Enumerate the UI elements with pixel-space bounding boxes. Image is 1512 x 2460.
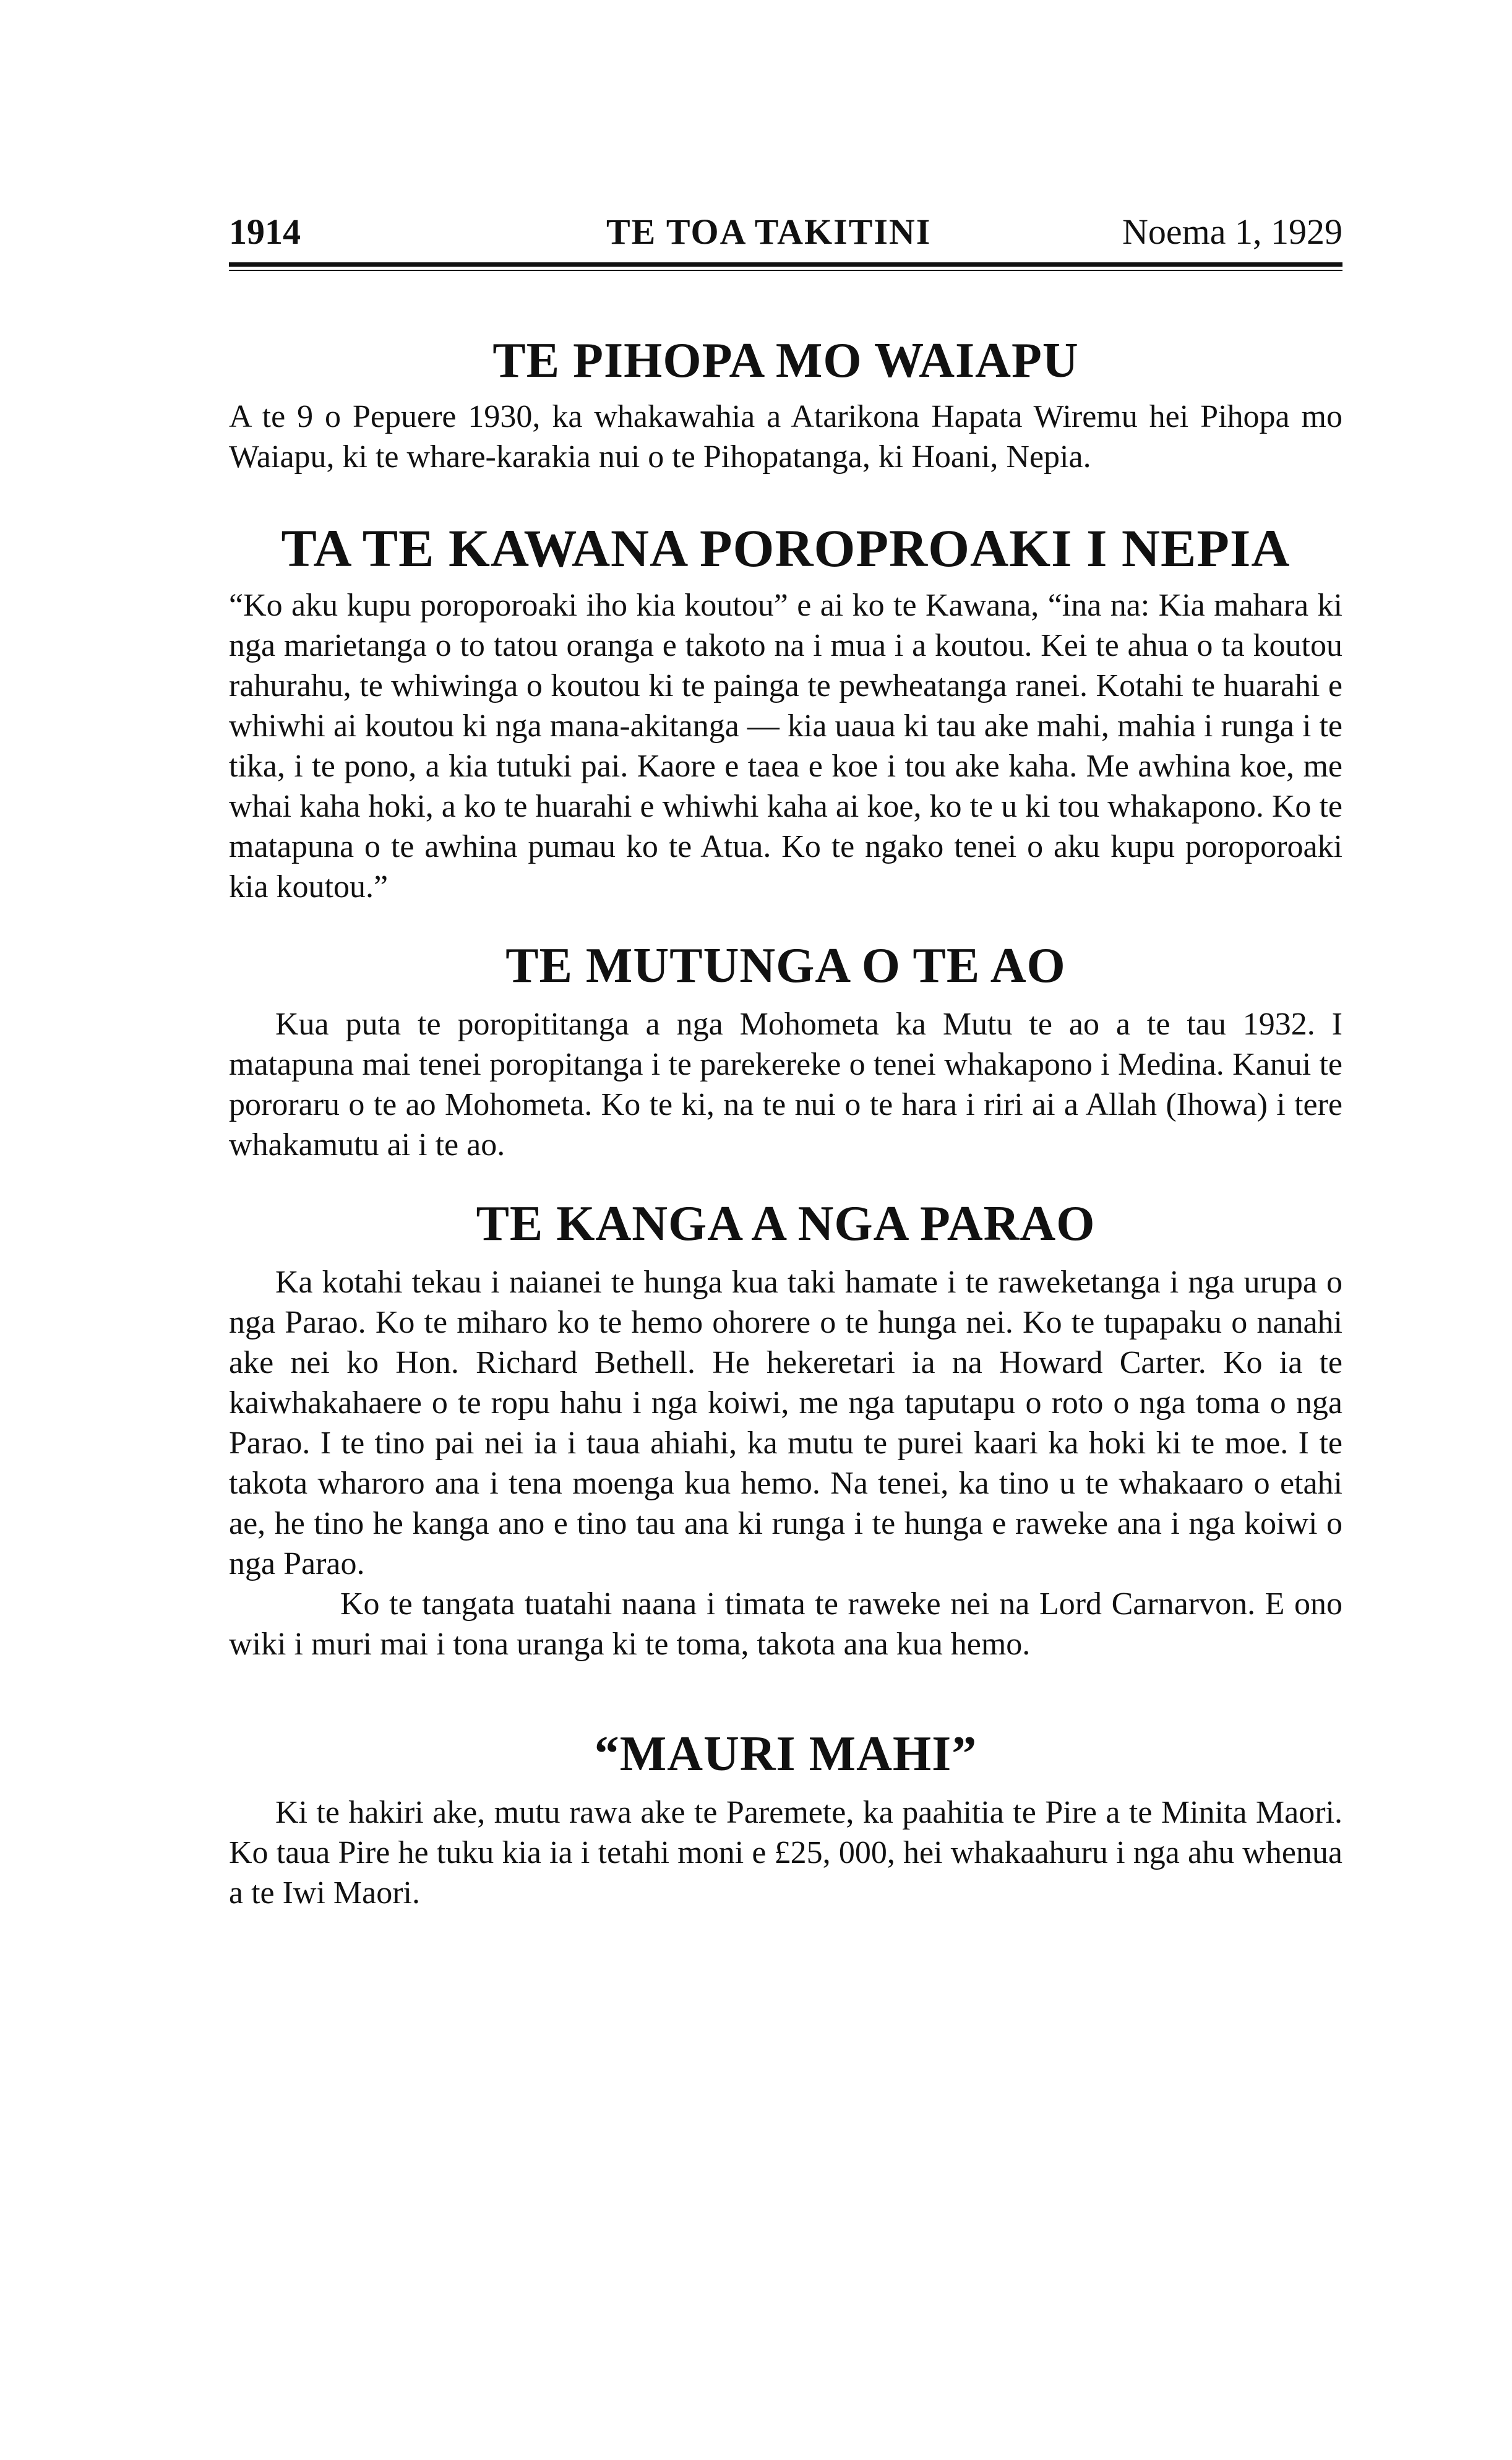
header-rule-thick	[229, 262, 1342, 267]
article-title-kawana: TA TE KAWANA POROPROAKI I NEPIA	[281, 518, 1291, 578]
journal-title: TE TOA TAKITINI	[606, 212, 932, 252]
article-paragraph: Kua puta te poropititanga a nga Mohometa ka Mutu te ao a te tau 1932. I matapuna mai tenei poropitanga i te parekereke o tenei whakapono i Medina. Kanui te pororaru o te ao Mohometa. Ko te ki, na te nui o te hara i riri ai a Allah (Ihowa) i tere whakamutu ai i te ao.	[229, 1007, 1342, 1163]
running-head	[229, 204, 1342, 260]
article-paragraph: Ka kotahi tekau i naianei te hunga kua taki hamate i te raweketanga i nga urupa o nga Parao. Ko te miharo ko te hemo ohorere o te hunga nei. Ko te tupapaku o nanahi ake nei ko Hon. Richard Bethell. He hekeretari ia na Howard Carter. Ko ia te kaiwhakahaere o te ropu hahu i nga koiwi, me nga taputapu o roto o nga toma o nga Parao. I te tino pai nei ia i taua ahiahi, ka mutu te purei kaari ka hoki ki te moe. I te takota wharoro ana i tena moenga kua hemo. Na tenei, ka tino u te whakaaro o etahi ae, he tino he kanga ano e tino tau ana ki runga i te hunga e raweke ana i nga koiwi o nga Parao.	[229, 1265, 1342, 1581]
article-paragraph: “Ko aku kupu poroporoaki iho kia koutou” e ai ko te Kawana, “ina na: Kia mahara ki nga marietanga o to tatou oranga e takoto na i mua i a koutou. Kei te ahua o ta koutou rahurahu, te whiwinga o koutou ki te painga te pewheatanga ranei. Kotahi te huarahi e whiwhi ai koutou ki nga mana-akitanga — kia uaua ki tau ake mahi, mahia i runga i te tika, i te pono, a kia tutuki pai. Kaore e taea e koe i tou ake kaha. Me awhina koe, me whai kaha hoki, a ko te huarahi e whiwhi kaha ai koe, ko te u ki tou whakapono. Ko te matapuna o te awhina pumau ko te Atua. Ko te ngako tenei o aku kupu poroporoaki kia koutou.”	[229, 588, 1342, 905]
page-number: 1914	[229, 212, 301, 252]
header-rule-thin	[229, 270, 1342, 271]
article-paragraph: A te 9 o Pepuere 1930, ka whakawahia a Atarikona Hapata Wiremu hei Pihopa mo Waiapu, ki te whare-karakia nui o te Pihopatanga, ki Hoani, Nepia.	[229, 399, 1342, 475]
article-title-mutunga: TE MUTUNGA O TE AO	[505, 939, 1066, 993]
issue-date: Noema 1, 1929	[1122, 212, 1342, 252]
article-paragraph: Ko te tangata tuatahi naana i timata te raweke nei na Lord Carnarvon. E ono wiki i muri mai i tona uranga ki te toma, takota ana kua hemo.	[229, 1586, 1342, 1662]
article-paragraph: Ki te hakiri ake, mutu rawa ake te Paremete, ka paahitia te Pire a te Minita Maori. Ko taua Pire he tuku kia ia i tetahi moni e £25, 000, hei whakaahuru i nga ahu whenua a te Iwi Maori.	[229, 1795, 1342, 1911]
article-title-kanga: TE KANGA A NGA PARAO	[476, 1197, 1096, 1251]
document-page	[229, 204, 1342, 1913]
article-title-pihopa: TE PIHOPA MO WAIAPU	[492, 333, 1079, 388]
article-title-mauri-mahi: “MAURI MAHI”	[594, 1727, 977, 1781]
